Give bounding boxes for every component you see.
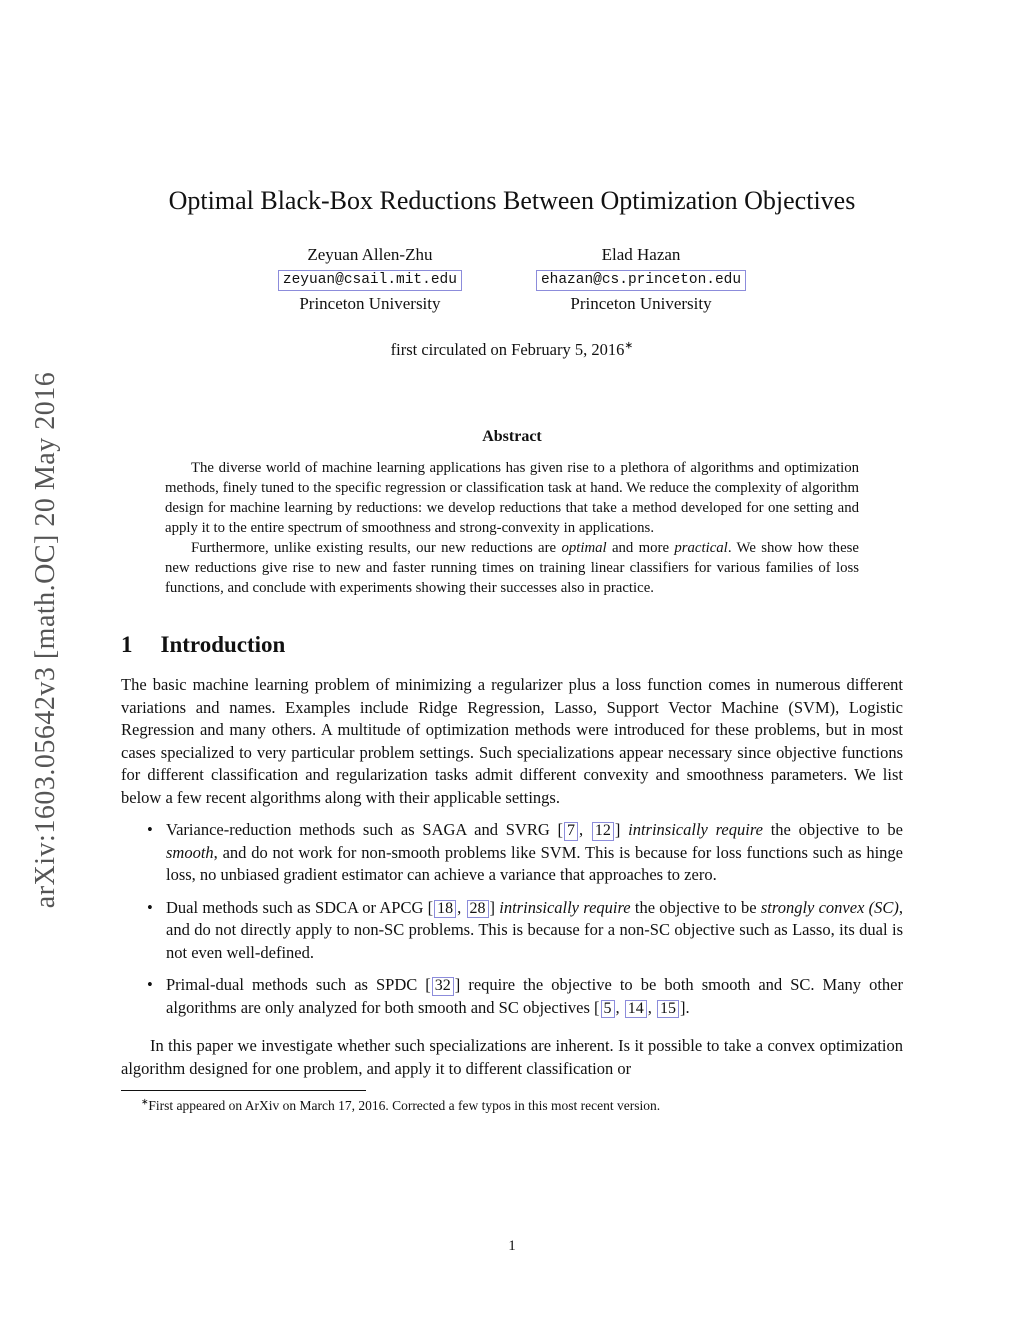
text-segment: In this paper we investigate whether such specializations are inherent. Is it possible to take a convex optimization algorithm designed for one problem, and apply it to different classification or bbox=[121, 1036, 903, 1078]
date-note-text: first circulated on February 5, 2016 bbox=[390, 340, 625, 360]
text-segment: optimal bbox=[561, 540, 607, 557]
text-segment: smooth bbox=[166, 842, 214, 862]
footnote-rule bbox=[121, 1090, 366, 1091]
author-1-name: Zeyuan Allen-Zhu bbox=[307, 244, 433, 264]
text-segment: ]. bbox=[680, 997, 690, 1017]
author-1-affiliation: Princeton University bbox=[299, 294, 441, 314]
paper-content bbox=[121, 0, 903, 1325]
bullet-item-dual-methods bbox=[121, 897, 903, 965]
text-segment: Primal-dual methods such as SPDC [ bbox=[166, 975, 431, 995]
bullet-item-variance-reduction bbox=[121, 819, 903, 887]
text-segment: the objective to be bbox=[762, 820, 903, 840]
text-segment: , and do not directly apply to non-SC problems. This is because for a non-SC objective such as Lasso, its dual is not even well-defined. bbox=[166, 897, 904, 962]
citation-ref[interactable]: 12 bbox=[592, 822, 614, 841]
author-2 bbox=[536, 244, 746, 316]
text-segment: strongly convex (SC) bbox=[760, 897, 899, 917]
author-1-email-link[interactable]: zeyuan@csail.mit.edu bbox=[278, 270, 462, 291]
arxiv-stamp: arXiv:1603.05642v3 [math.OC] 20 May 2016 bbox=[30, 371, 61, 909]
text-segment: ] require the objective to be both smooth and SC. Many other algorithms are only analyzed for both smooth and SC objectives [ bbox=[166, 975, 903, 1017]
text-segment: , bbox=[579, 820, 591, 840]
author-1 bbox=[278, 244, 462, 316]
text-segment: , bbox=[647, 997, 656, 1017]
author-2-email-link[interactable]: ehazan@cs.princeton.edu bbox=[536, 270, 746, 291]
footnote-text bbox=[121, 1097, 903, 1115]
text-segment: Furthermore, unlike existing results, our new reductions are bbox=[191, 540, 562, 557]
text-segment: practical bbox=[674, 540, 728, 557]
text-segment: The diverse world of machine learning applications has given rise to a plethora of algorithms and optimization methods, finely tuned to the specific regression or classification task at hand. We reduce the complexity of algorithm design for machine learning by reductions: we develop reductions that take a method developed for one setting and apply it to the entire spectrum of smoothness and strong-convexity in applications. bbox=[165, 460, 859, 537]
abstract-heading: Abstract bbox=[482, 428, 542, 446]
footnote-area bbox=[121, 1090, 903, 1115]
date-note bbox=[121, 340, 903, 360]
text-segment: , bbox=[457, 897, 466, 917]
text-segment: Dual methods such as SDCA or APCG [ bbox=[166, 897, 434, 917]
text-segment: Variance-reduction methods such as SAGA and SVRG [ bbox=[166, 820, 563, 840]
section-title: Introduction bbox=[160, 632, 286, 658]
author-2-name: Elad Hazan bbox=[601, 244, 681, 264]
bullet-list bbox=[121, 819, 903, 1019]
citation-ref[interactable]: 5 bbox=[601, 1000, 615, 1019]
citation-ref[interactable]: 18 bbox=[434, 900, 456, 919]
citation-ref[interactable]: 7 bbox=[564, 822, 578, 841]
text-segment: ] bbox=[614, 820, 629, 840]
footnote-marker-ref: ∗ bbox=[624, 339, 634, 352]
section-number: 1 bbox=[121, 632, 133, 658]
page-number: 1 bbox=[508, 1238, 516, 1254]
author-2-affiliation: Princeton University bbox=[570, 294, 712, 314]
text-segment: , bbox=[615, 997, 624, 1017]
text-segment: ] bbox=[489, 897, 500, 917]
intro-paragraph-2 bbox=[121, 1035, 903, 1080]
footnote-body: First appeared on ArXiv on March 17, 2016. Corrected a few typos in this most recent version. bbox=[148, 1098, 661, 1114]
text-segment: and more bbox=[606, 540, 675, 557]
text-segment: The basic machine learning problem of minimizing a regularizer plus a loss function comes in numerous different variations and names. Examples include Ridge Regression, Lasso, Support Vector Machine (SVM), Logistic Regression and many others. A multitude of optimization methods were introduced for these problems, but in most cases specialized to very particular problem settings. Such specializations appear necessary since objective functions for different classification and regularization tasks admit different convexity and smoothness parameters. We list below a few recent algorithms along with their applicable settings. bbox=[121, 675, 903, 807]
bullet-item-primal-dual bbox=[121, 974, 903, 1019]
abstract-paragraph-1 bbox=[165, 458, 859, 538]
citation-ref[interactable]: 15 bbox=[657, 1000, 679, 1019]
body-text bbox=[121, 674, 903, 1080]
abstract-paragraph-2 bbox=[165, 538, 859, 598]
section-heading bbox=[121, 632, 903, 658]
citation-ref[interactable]: 28 bbox=[467, 900, 489, 919]
footnote-marker: ∗ bbox=[141, 1096, 149, 1107]
citation-ref[interactable]: 14 bbox=[625, 1000, 647, 1019]
abstract-body bbox=[165, 458, 859, 598]
text-segment: . We show how these new reductions give rise to new and faster running times on training linear classifiers for various families of loss functions, and conclude with experiments showing their successes also in practice. bbox=[165, 540, 859, 597]
citation-ref[interactable]: 32 bbox=[432, 977, 454, 996]
paper-title: Optimal Black-Box Reductions Between Optimization Objectives bbox=[168, 186, 856, 215]
text-segment: , and do not work for non-smooth problems like SVM. This is because for loss functions such as hinge loss, no unbiased gradient estimator can achieve a variance that approaches to zero. bbox=[166, 842, 903, 885]
authors-block bbox=[121, 244, 903, 316]
text-segment: intrinsically require bbox=[628, 820, 763, 840]
intro-paragraph-1 bbox=[121, 674, 903, 809]
text-segment: intrinsically require bbox=[499, 897, 631, 917]
text-segment: the objective to be bbox=[630, 897, 761, 917]
